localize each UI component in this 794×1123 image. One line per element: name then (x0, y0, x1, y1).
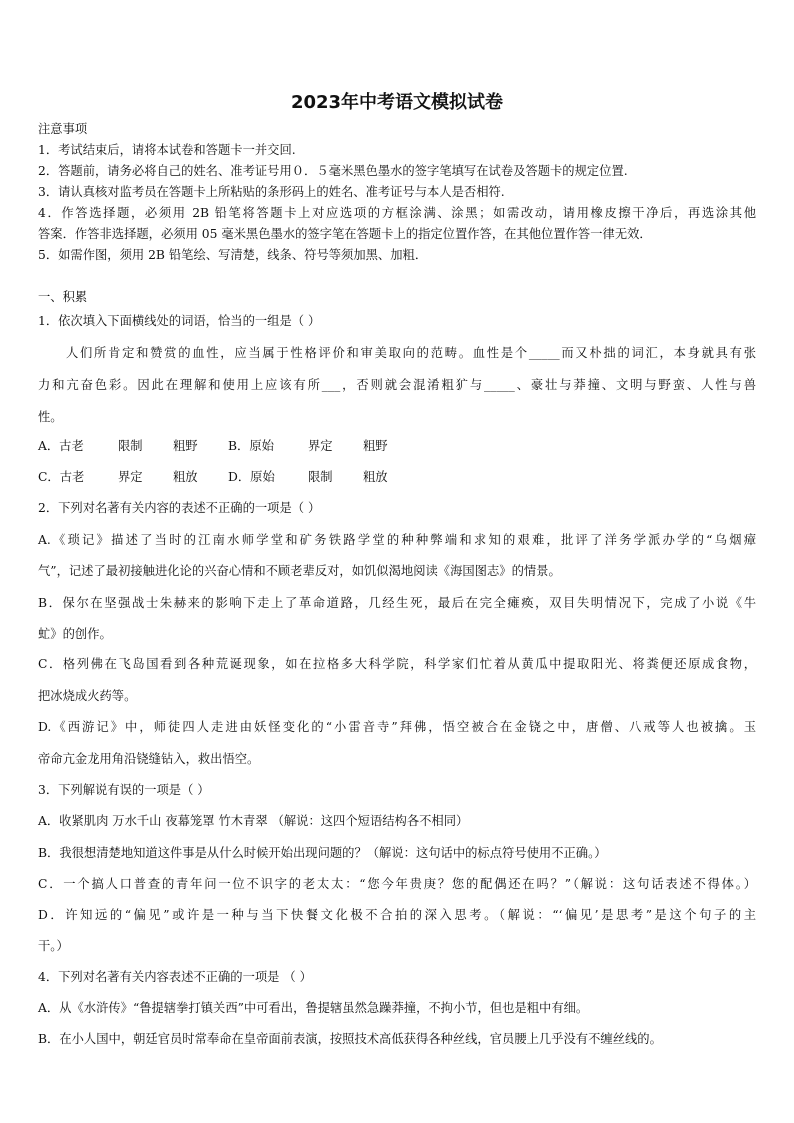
option-word: 界定 (308, 439, 333, 453)
option-word: 限制 (308, 470, 333, 484)
option-line: C．一个搞人口普查的青年问一位不识字的老太太：“您今年贵庚？您的配偶还在吗？”（解说：这句话表述不得体。） (38, 877, 756, 891)
notice-item: 1．考试结束后，请将本试卷和答题卡一并交回. (38, 143, 296, 157)
option-line: D.《西游记》中，师徒四人走进由妖怪变化的“小雷音寺”拜佛，悟空被合在金铙之中，唐僧、八戒等人也被擒。玉 (38, 720, 756, 734)
notice-item: 3．请认真核对监考员在答题卡上所粘贴的条形码上的姓名、准考证号与本人是否相符. (38, 185, 505, 199)
option-word: 界定 (118, 470, 143, 484)
notice-item: 2．答题前，请务必将自己的姓名、准考证号用０．５毫米黑色墨水的签字笔填写在试卷及答题卡的规定位置. (38, 164, 628, 178)
option-word: 粗野 (363, 439, 388, 453)
option-line: C．格列佛在飞岛国看到各种荒诞现象，如在拉格多大科学院，科学家们忙着从黄瓜中提取阳光、将粪便还原成食物， (38, 657, 756, 671)
question-stem: 4．下列对名著有关内容表述不正确的一项是 （ ） (38, 970, 312, 984)
question-stem: 1．依次填入下面横线处的词语，恰当的一组是（ ） (38, 314, 321, 328)
question-stem: 2．下列对名著有关内容的表述不正确的一项是（ ） (38, 501, 321, 515)
option-line: 帝命亢金龙用角沿铙缝钻入，救出悟空。 (38, 752, 260, 766)
option-line: 把冰烧成火药等。 (38, 689, 137, 703)
option-word: 粗放 (173, 470, 198, 484)
option-line: 干。） (38, 939, 69, 953)
option-row (38, 438, 418, 454)
option-c: C．古老 (38, 470, 85, 484)
notice-heading: 注意事项 (38, 122, 88, 136)
option-d: D．原始 (228, 470, 275, 484)
option-a: A．古老 (38, 439, 84, 453)
option-line: B．在小人国中，朝廷官员时常奉命在皇帝面前表演，按照技术高低获得各种丝线，官员腰上几乎没有不缠丝线的。 (38, 1032, 662, 1046)
option-b: B．原始 (228, 439, 274, 453)
section-heading: 一、积累 (38, 290, 88, 304)
option-line: A．收紧肌肉 万水千山 夜幕笼罩 竹木青翠 （解说：这四个短语结构各不相同） (38, 814, 469, 828)
option-line: B．保尔在坚强战士朱赫来的影响下走上了革命道路，几经生死，最后在完全瘫痪，双目失明情况下，完成了小说《牛 (38, 596, 756, 610)
option-line: 气”，记述了最初接触进化论的兴奋心情和不顾老辈反对，如饥似渴地阅读《海国图志》的情景。 (38, 564, 561, 578)
option-line: D．许知远的“偏见”或许是一种与当下快餐文化极不合拍的深入思考。（解说：“‘偏见’是思考”是这个句子的主 (38, 908, 756, 922)
option-row (38, 469, 418, 485)
option-line: 虻》的创作。 (38, 627, 112, 641)
notice-item: 4．作答选择题，必须用 2B 铅笔将答题卡上对应选项的方框涂满、涂黑；如需改动，请用橡皮擦干净后，再选涂其他 (38, 206, 756, 220)
question-stem: 3．下列解说有误的一项是（ ） (38, 783, 210, 797)
notice-item-continued: 答案．作答非选择题，必须用 05 毫米黑色墨水的签字笔在答题卡上的指定位置作答，在其他位置作答一律无效． (38, 227, 652, 241)
passage-line: 人们所肯定和赞赏的血性，应当属于性格评价和审美取向的范畴。血性是个_____而又朴拙的词汇，本身就具有张 (66, 346, 756, 360)
passage-line: 性。 (38, 410, 63, 424)
option-word: 粗放 (363, 470, 388, 484)
option-line: A．从《水浒传》“鲁提辖拳打镇关西”中可看出，鲁提辖虽然急躁莽撞，不拘小节，但也是粗中有细。 (38, 1001, 589, 1015)
passage-line: 力和亢奋色彩。因此在理解和使用上应该有所___，否则就会混淆粗犷与_____、豪壮与莽撞、文明与野蛮、人性与兽 (38, 378, 756, 392)
option-line: B．我很想清楚地知道这件事是从什么时候开始出现问题的？（解说：这句话中的标点符号使用不正确。） (38, 846, 607, 860)
option-word: 限制 (118, 439, 143, 453)
page-title: 2023年中考语文模拟试卷 (290, 92, 504, 113)
notice-item: 5．如需作图，须用 2B 铅笔绘、写清楚，线条、符号等须加黑、加粗． (38, 248, 428, 262)
option-word: 粗野 (173, 439, 198, 453)
option-line: A.《琐记》描述了当时的江南水师学堂和矿务铁路学堂的种种弊端和求知的艰难，批评了洋务学派办学的“乌烟瘴 (38, 533, 756, 547)
